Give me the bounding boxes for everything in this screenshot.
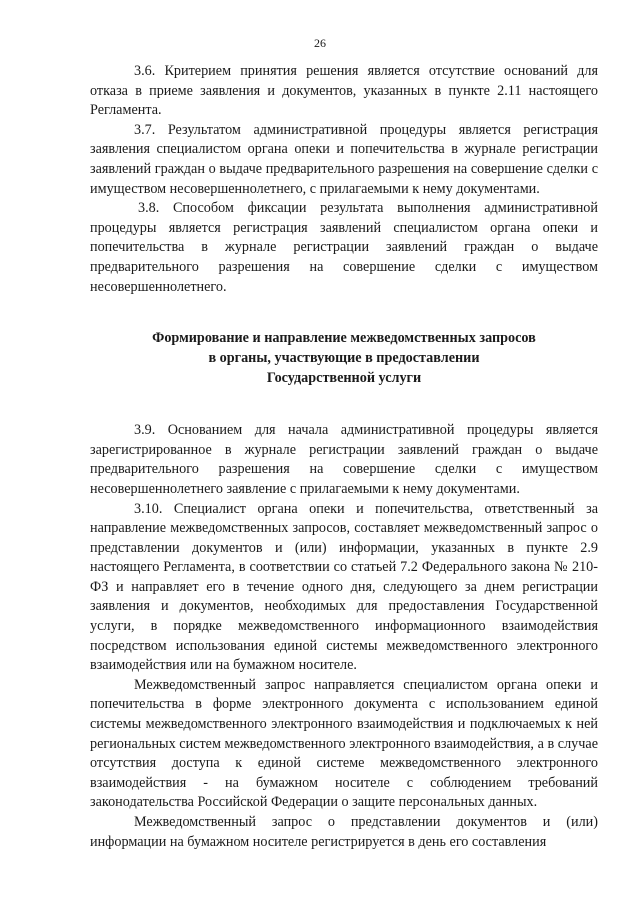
page-number: 26: [314, 36, 326, 50]
paragraph-3-10: 3.10. Специалист органа опеки и попечительства, ответственный за направление межведомственных запросов, составляет межведомственный запрос о представлении документов и (или) информации, указанных в пункте 2.9 настоящего Регламента, в соответствии со статьей 7.2 Федерального закона № 210-ФЗ и направляет его в течение одного дня, следующего за днем регистрации заявления и документов, необходимых для предоставления Государственной услуги, в порядке межведомственного информационного взаимодействия посредством использования единой системы межведомственного электронного взаимодействия или на бумажном носителе.: [90, 500, 598, 674]
paragraph-3-8: 3.8. Способом фиксации результата выполнения административной процедуры является регистрация заявлений специалистом органа опеки и попечительства в журнале регистрации заявлений граждан о выдаче предварительного разрешения на совершение сделки с имуществом несовершеннолетнего.: [90, 200, 598, 295]
section-heading-line-2: в органы, участвующие в предоставлении: [208, 350, 480, 367]
paragraph-interagency-request-paper: Межведомственный запрос о представлении документов и (или) информации на бумажном носителе регистрируется в день его составления: [90, 814, 598, 850]
document-body: [90, 62, 598, 852]
section-heading-line-1: Формирование и направление межведомственных запросов: [152, 330, 536, 347]
paragraph-3-9: 3.9. Основанием для начала административной процедуры является зарегистрированное в журнале регистрации заявлений граждан о выдаче предварительного разрешения на совершение сделки с имуществом несовершеннолетнего заявление с прилагаемыми к нему документами.: [90, 422, 598, 497]
section-heading-line-3: Государственной услуги: [266, 370, 422, 387]
paragraph-interagency-request-method: Межведомственный запрос направляется специалистом органа опеки и попечительства в форме электронного документа с использованием единой системы межведомственного электронного взаимодействия и подключаемых к ней региональных систем межведомственного электронного взаимодействия, а в случае отсутствия доступа к единой системе межведомственного электронного взаимодействия - на бумажном носителе с соблюдением требований законодательства Российской Федерации о защите персональных данных.: [90, 676, 598, 811]
paragraph-3-6: 3.6. Критерием принятия решения является отсутствие оснований для отказа в приеме заявления и документов, указанных в пункте 2.11 настоящего Регламента.: [90, 63, 598, 119]
section-heading: [90, 328, 598, 388]
paragraph-3-7: 3.7. Результатом административной процедуры является регистрация заявления специалистом органа опеки и попечительства в журнале регистрации заявлений граждан о выдаче предварительного разрешения на совершение сделки с имуществом несовершеннолетнего, с прилагаемыми к нему документами.: [90, 121, 598, 197]
